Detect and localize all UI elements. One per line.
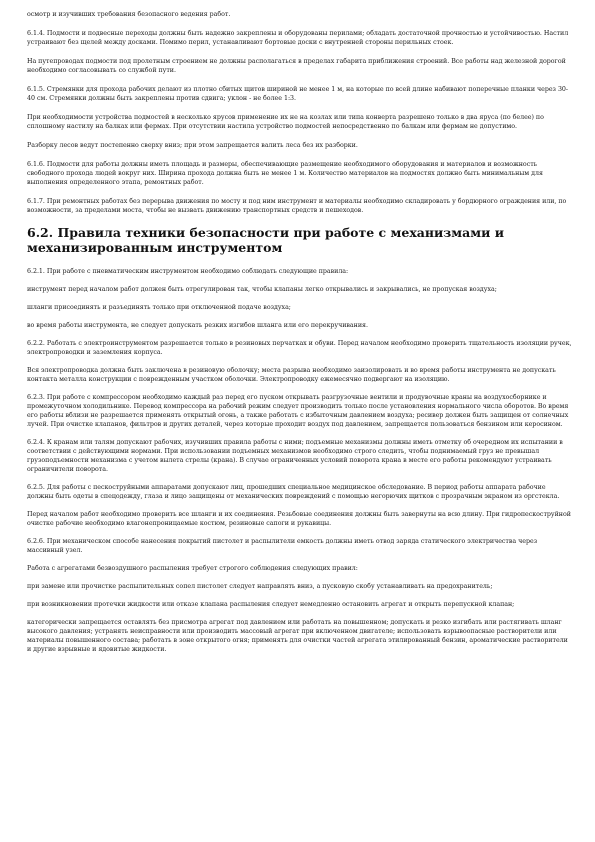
paragraph-6-2-6: 6.2.6. При механическом способе нанесения покрытий пистолет и распылители емкость должны иметь отвод заряда статического электричества через массивный узел. xyxy=(27,538,538,554)
paragraph-6-1-6: 6.1.6. Подмости для работы должны иметь площадь и размеры, обеспечивающие размещение необходимого оборудования и материалов и возможность свободного прохода людей вокруг них. Ширина прохода должна быть не менее 1 м. Количество материалов на подмостях должно быть минимальным для выполнения определенного этапа, ремонтных работ. xyxy=(27,161,543,186)
paragraph-6-2-5: 6.2.5. Для работы с пескоструйными аппаратами допускают лиц, прошедших специальное медицинское обследование. В период работы аппарата рабочие должны быть одеты в спецодежду, глаза и лицо защищены от механических повреждений с помощью негорючих щитков с прозрачным экраном из оргстекла. xyxy=(27,484,560,500)
list-item-prohibitions: категорически запрещается оставлять без присмотра агрегат под давлением или работать на повышенном; допускать и резко изгибать или растягивать шланг высокого давления; устранять неисправности или производить массовый агрегат при включенном двигателе; использовать взрывоопасные растворители или материалы повышенного состава; работать в зоне открытого огня; применять для очистки частей агрегата этилированный бензин, ароматические растворители и другие взрывные и ядовитые жидкости. xyxy=(27,619,568,653)
paragraph-wiring: Вся электропроводка должна быть заключена в резиновую оболочку; места разрыва необходимо заизолировать и во время работы инструмента не допускать контакта металла конструкции с поврежденным участком оболочки. Электропроводку ежемесячно подвергают на изоляцию. xyxy=(27,367,556,383)
paragraph-tiers: При необходимости устройства подмостей в несколько ярусов применение их не на козлах или типа конверта разрешено только в два яруса (по белее) по сплошному настилу на балках или фермах. При отсутствии настила устройство подмостей непосредственно по балкам или фермам не допустимо. xyxy=(27,114,544,130)
paragraph-overpass: На путепроводах подмости под пролетным строением не должны располагаться в пределах габарита приближения строений. Все работы над железной дорогой необходимо согласовывать со службой пути. xyxy=(27,58,566,74)
paragraph-continuation: осмотр и изучивших требования безопасного ведения работ. xyxy=(27,11,231,18)
paragraph-6-2-4: 6.2.4. К кранам или талям допускают рабочих, изучивших правила работы с ними; подъемные механизмы должны иметь отметку об очередном их испытании в соответствии с действующими нормами. При использовании подъемных механизмов необходимо строго следить, чтобы поднимаемый груз не превышал грузоподъемности механизма с учетом вылета стрелы (крана). В случае ограниченных условий поворота крана в месте его работы рекомендуют устраивать ограничители поворота. xyxy=(27,439,563,473)
list-item-hoses: шланги присоединять и разъединять только при отключенной подаче воздуха; xyxy=(27,304,291,311)
list-item-leak: при возникновении протечки жидкости или отказе клапана распыления следует немедленно остановить агрегат и открыть перепускной клапан; xyxy=(27,601,515,608)
paragraph-6-2-3: 6.2.3. При работе с компрессором необходимо каждый раз перед его пуском открывать разгрузочные вентили и продувочные краны на воздухосборнике и промежуточном холодильнике. Перевод компрессора на рабочий режим следует производить только после установления нормального числа оборотов. Во время его работы вблизи не разрешается применять открытый огонь, а также работать с избыточным давлением воздуха; ресивер должен быть защищен от солнечных лучей. При очистке клапанов, фильтров и других деталей, через которые проходит воздух под давлением, запрещается пользоваться бензином или керосином. xyxy=(27,394,569,428)
paragraph-6-2-1: 6.2.1. При работе с пневматическим инструментом необходимо соблюдать следующие правила: xyxy=(27,268,349,275)
paragraph-6-1-7: 6.1.7. При ремонтных работах без перерыва движения по мосту и под ним инструмент и материалы необходимо складировать у бордюрного ограждения или, по возможности, за пределами моста, чтобы не вызвать движению транспортных средств и пешеходов. xyxy=(27,198,567,214)
section-heading: 6.2. Правила техники безопасности при работе с механизмами и механизированным инструментом xyxy=(27,225,504,255)
list-item-nozzles: при замене или прочистке распылительных сопел пистолет следует направлять вниз, а пусковую скобу устанавливать на предохранитель; xyxy=(27,583,493,590)
list-item-valves: инструмент перед началом работ должен быть отрегулирован так, чтобы клапаны легко открывались и закрывались, не пропуская воздуха; xyxy=(27,286,497,293)
paragraph-airless-rules: Работа с агрегатами безвоздушного распыления требует строгого соблюдения следующих правил: xyxy=(27,565,358,572)
list-item-bends: во время работы инструмента, не следует допускать резких изгибов шланга или его перекручивания. xyxy=(27,322,368,329)
document-page xyxy=(27,10,572,663)
paragraph-6-2-2: 6.2.2. Работать с электроинструментом разрешается только в резиновых перчатках и обуви. Перед началом необходимо проверить тщательность изоляции ручек, электропроводки и заземления корпуса. xyxy=(27,340,572,356)
paragraph-6-1-5: 6.1.5. Стремянки для прохода рабочих делают из плотно сбитых щитов шириной не менее 1 м, на которые по всей длине набивают поперечные планки через 30-40 см. Стремянки должны быть закреплены против сдвига; уклон - не более 1:3. xyxy=(27,86,569,102)
paragraph-6-1-4: 6.1.4. Подмости и подвесные переходы должны быть надежно закреплены и оборудованы перилами; обладать достаточной прочностью и устойчивостью. Настил устраивают без щелей между досками. Помимо перил, устанавливают бортовые доски с внутренней стороны перильных стоек. xyxy=(27,30,569,46)
paragraph-dismantling: Разборку лесов ведут постепенно сверху вниз; при этом запрещается валить леса без их разборки. xyxy=(27,142,358,149)
paragraph-hose-check: Перед началом работ необходимо проверить все шланги и их соединения. Резьбовые соединения должны быть завернуты на всю длину. При гидропескоструйной очистке рабочие необходимо влагонепроницаемые костюм, резиновые сапоги и рукавицы. xyxy=(27,511,571,527)
